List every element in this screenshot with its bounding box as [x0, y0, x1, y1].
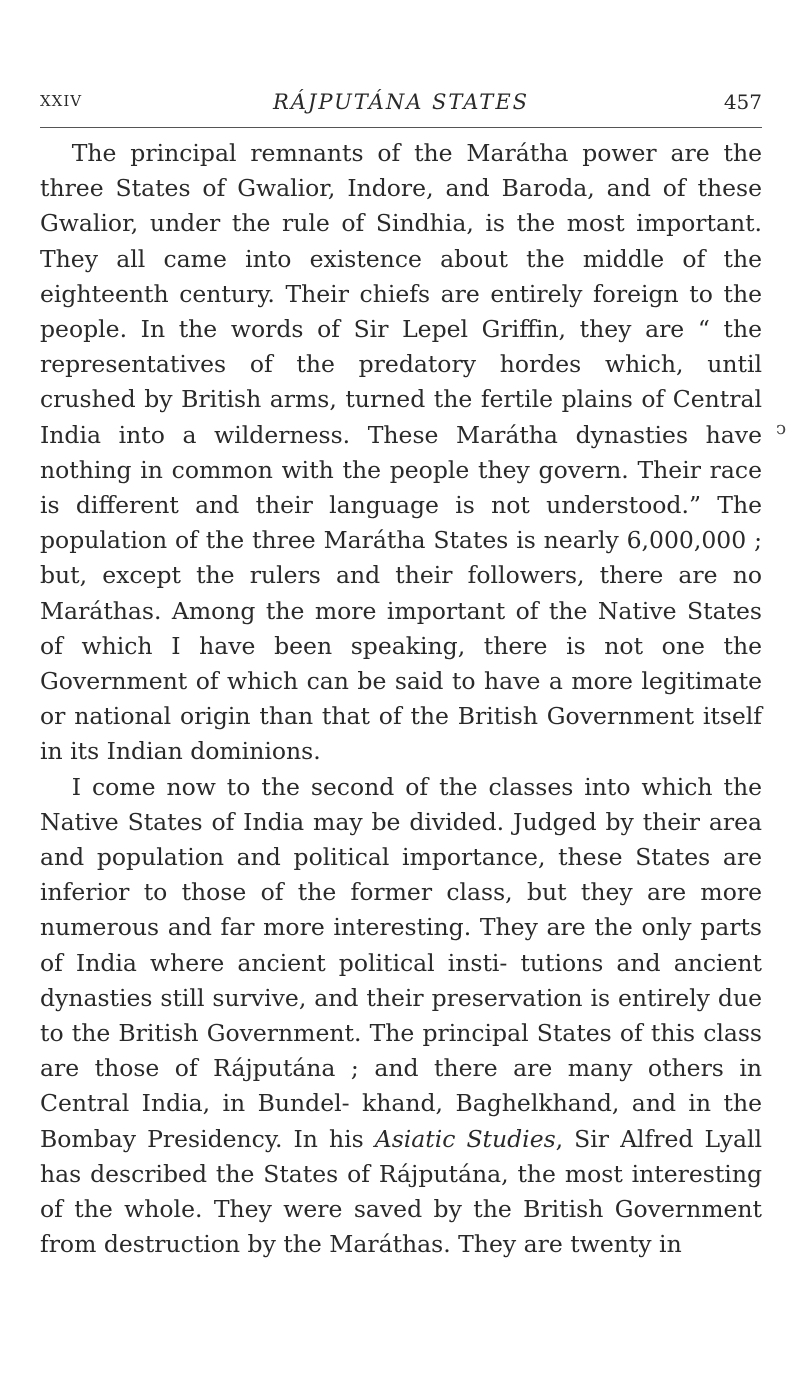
body-text: [40, 136, 762, 1263]
header-rule: [40, 127, 762, 128]
paragraph-second-class: I come now to the second of the classes into which the Native States of India may be divided. Judged by their area and population and political importance, these States are inferior to those of the former class, but they are more numerous and far more interesting. They are the only parts of India where ancient political insti- tutions and ancient dynasties still survive, and their preservation is entirely due to the British Government. The principal States of this class are those of Rájputána ; and there are many others in Central India, in Bundel- khand, Baghelkhand, and in the Bombay Presidency. In his Asiatic Studies, Sir Alfred Lyall has described the States of Rájputána, the most interesting of the whole. They were saved by the British Government from destruction by the Maráthas. They are twenty in: [40, 772, 762, 1259]
running-head: [40, 90, 762, 120]
margin-annotation: ↄ: [776, 418, 787, 439]
book-title-asiatic-studies: Asiatic Studies: [374, 1124, 556, 1153]
page-number: 457: [723, 90, 762, 114]
paragraph-maratha-states: The principal remnants of the Marátha power are the three States of Gwalior, Indore, and Baroda, and of these Gwalior, under the rule of Sindhia, is the most important. They all came into existence about the middle of the eighteenth century. Their chiefs are entirely foreign to the people. In the words of Sir Lepel Griffin, they are “ the representatives of the predatory hordes which, until crushed by British arms, turned the fertile plains of Central India into a wilderness. These Marátha dynasties have nothing in common with the people they govern. Their race is different and their language is not understood.” The population of the three Marátha States is nearly 6,000,000 ; but, except the rulers and their followers, there are no Maráthas. Among the more important of the Native States of which I have been speaking, there is not one the Government of which can be said to have a more legitimate or national origin than that of the British Government itself in its Indian dominions.: [40, 139, 762, 766]
chapter-number: XXIV: [40, 92, 83, 110]
page-running-title: RÁJPUTÁNA STATES: [272, 90, 530, 114]
